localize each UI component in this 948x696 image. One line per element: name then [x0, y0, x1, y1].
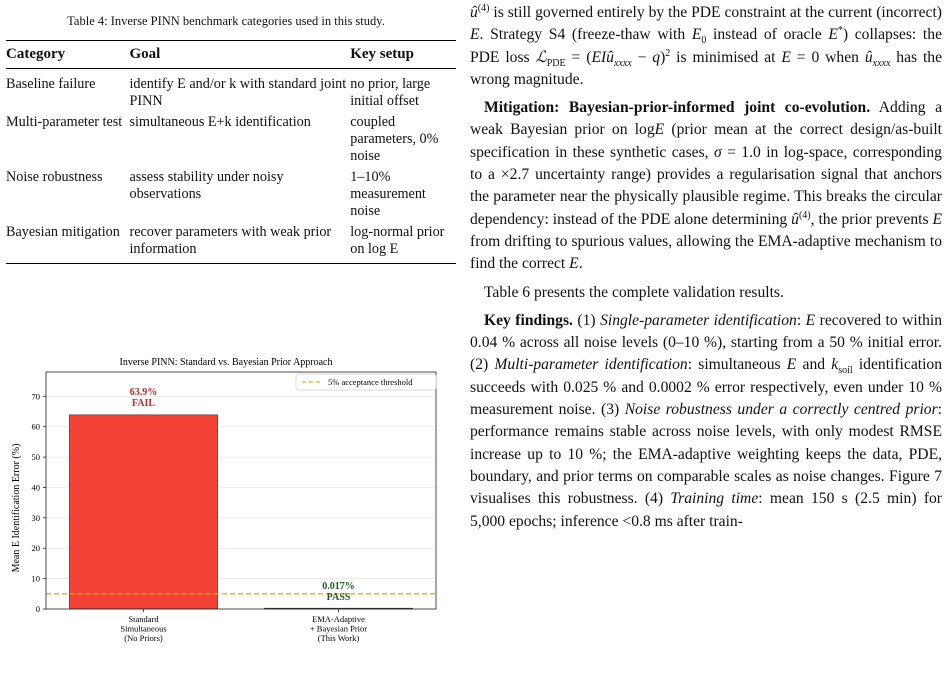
key-findings-heading: Key findings.: [484, 311, 573, 329]
paragraph-key-findings: Key findings. (1) Single-parameter identification: E recovered to within 0.04 % across all noise levels (0–10 %), starting from a 50 % initial error. (2) Multi-parameter identification: simultaneous E and $k_{soil}$ identification succeeds with 0.025 % and 0.0002 % error respectively, even under 10 % measurement noise. (3) Noise robustness under a correctly centred prior: performance remains stable across noise levels, with only modest RMSE increase up to 10 %; the EMA-adaptive weighting keeps the data, PDE, boundary, and prior terms on comparable scales as noise changes. Figure 7 visualises this robustness. (4) Training time: mean 150 s (2.5 min) for 5,000 epochs; inference <0.8 ms after train-: [470, 311, 943, 530]
paragraph-table6: Table 6 presents the complete validation results.: [484, 283, 784, 301]
y-tick-label: 30: [31, 512, 40, 523]
y-tick-label: 10: [31, 573, 40, 584]
chart-legend: [296, 374, 436, 390]
error-bar-chart: [6, 352, 446, 652]
x-tick-label: + Bayesian Prior: [309, 623, 368, 634]
bar-status-label: PASS: [326, 592, 351, 603]
x-tick-label: EMA-Adaptive: [312, 614, 365, 624]
bar: [69, 415, 217, 609]
table-cell-category: Multi-parameter test: [6, 114, 123, 130]
x-tick-label: Standard: [128, 614, 159, 624]
paragraph-pde-constraint: $û^{(4)}$ is still governed entirely by the PDE constraint at the current (incorrect) E. Strategy S4 (freeze-thaw with $E_0$ instead of oracle E*) collapses: the PDE loss ℒ$_{PDE}$ = (EIû$_{xxxx}$ − q)$^2$ is minimised at E = 0 when $û_{xxxx}$ has the wrong magnitude.: [470, 2, 943, 88]
table-cell-goal: assess stability under noisy observations: [129, 169, 284, 202]
table-cell-category: Bayesian mitigation: [6, 223, 129, 264]
bar-value-label: 0.017%: [322, 581, 355, 592]
paragraph-mitigation: Mitigation: Bayesian-prior-informed joint co-evolution. Adding a weak Bayesian prior on logE (prior mean at the correct design/as-built specification in these synthetic cases, σ = 1.0 in log-space, corresponding to a ×2.7 uncertainty range) provides a regularisation signal that anchors the parameter near the physically plausible regime. This breaks the circular dependency: instead of the PDE alone determining $û^{(4)}$, the prior prevents E from drifting to spurious values, allowing the EMA-adaptive mechanism to find the correct E.: [470, 99, 942, 273]
column-header-goal: Goal: [129, 41, 350, 69]
column-header-category: Category: [6, 41, 129, 69]
chart-title: Inverse PINN: Standard vs. Bayesian Prior Approach: [119, 357, 333, 368]
benchmark-table: [6, 40, 456, 264]
right-text-column: [470, 2, 942, 533]
y-tick-label: 0: [35, 604, 40, 614]
table-caption: Table 4: Inverse PINN benchmark categories used in this study.: [67, 14, 385, 28]
bar-status-label: FAIL: [131, 397, 156, 409]
table-row: [6, 113, 456, 168]
legend-threshold-label: 5% acceptance threshold: [328, 377, 413, 387]
table-cell-category: Baseline failure: [6, 76, 96, 92]
bar-value-label: 63.9%: [129, 386, 158, 398]
table-cell-setup: 1–10% measurement noise: [350, 169, 426, 219]
table-cell-goal: recover parameters with weak prior information: [129, 223, 350, 264]
chart-y-ticks: [32, 391, 47, 614]
chart-bars: [69, 415, 412, 609]
table-header-row: [6, 41, 456, 69]
chart-y-axis-label: Mean E Identification Error (%): [11, 443, 22, 573]
table-cell-setup: coupled parameters, 0% noise: [350, 114, 439, 164]
table-cell-setup: no prior, large initial offset: [350, 76, 431, 109]
table-row: [6, 223, 456, 264]
mitigation-heading: Mitigation: Bayesian-prior-informed joint co-evolution.: [484, 99, 871, 117]
chart-x-ticks: [120, 609, 367, 643]
table-row: [6, 69, 456, 114]
y-tick-label: 20: [31, 543, 40, 554]
x-tick-label: (No Priors): [124, 633, 163, 643]
x-tick-label: Simultaneous: [120, 623, 167, 634]
table-cell-goal: identify E and/or k with standard joint PINN: [129, 76, 347, 109]
y-tick-label: 50: [31, 452, 40, 463]
column-header-key-setup: Key setup: [350, 41, 456, 69]
table-cell-category: Noise robustness: [6, 169, 103, 185]
y-tick-label: 40: [31, 482, 40, 493]
y-tick-label: 60: [31, 421, 40, 432]
table-cell-goal: simultaneous E+k identification: [129, 114, 311, 130]
y-tick-label: 70: [31, 391, 40, 402]
x-tick-label: (This Work): [317, 633, 360, 643]
table-row: [6, 168, 456, 223]
table-cell-setup: log-normal prior on log E: [350, 223, 456, 264]
